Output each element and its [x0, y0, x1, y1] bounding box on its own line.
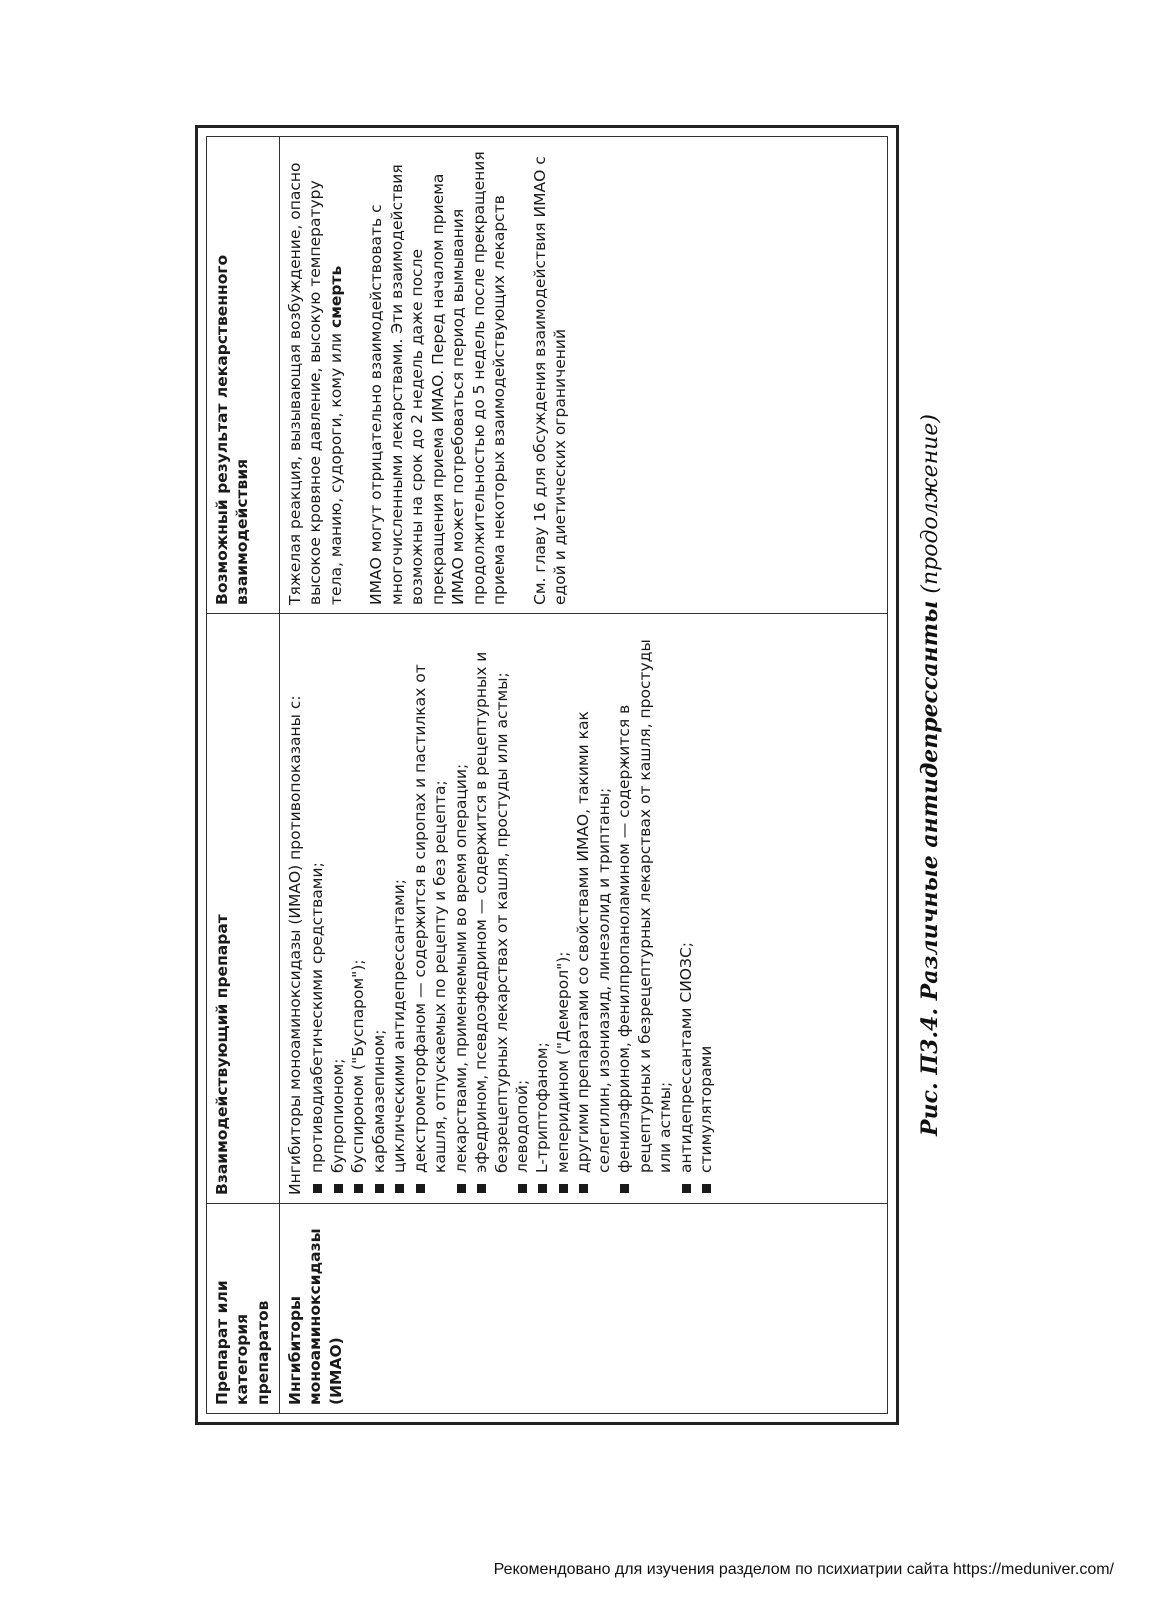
list-item: лекарствами, применяемыми во время операции;: [451, 622, 471, 1195]
list-item: L-триптофаном;: [532, 622, 552, 1195]
result-paragraph-washout: ИМАО могут отрицательно взаимодействовать с многочисленными лекарствами. Эти взаимодействия возможны на срок до 2 недель даже после прекращения приема ИМАО. Перед началом приема ИМАО может потребоваться период вымывания продолжительностью до 5 недель после прекращения приема некоторых взаимодействующих лекарств: [367, 151, 509, 605]
list-item: противодиабетическими средствами;: [307, 622, 327, 1195]
list-item: меперидином ("Демерол");: [553, 622, 573, 1195]
table-row: [280, 137, 888, 1414]
result-severe-text: Тяжелая реакция, вызывающая возбуждение, опасно высокое кровяное давление, высокую температуру тела, манию, судороги, кому или: [286, 162, 345, 605]
list-item: фенилэфрином, фенилпропаноламином — содержится в рецептурных и безрецептурных лекарствах от кашля, простуды или астмы;: [614, 622, 675, 1195]
caption-main: Рис. П3.4. Различные антидепрессанты: [917, 600, 943, 1136]
rotated-page-content: [195, 125, 955, 1425]
cell-interaction-result: [280, 137, 888, 614]
list-item: декстрометорфаном — содержится в сиропах и пастилках от кашля, отпускаемых по рецепту и без рецепта;: [410, 622, 451, 1195]
result-paragraph-severe: [285, 145, 346, 605]
interacting-list: [307, 622, 716, 1195]
list-item: буспироном ("Буспаром");: [348, 622, 368, 1195]
header-interaction-result: Возможный результат лекарственного взаимодействия: [207, 137, 280, 614]
header-drug-category: Препарат или категория препаратов: [207, 1204, 280, 1414]
list-item: циклическими антидепрессантами;: [389, 622, 409, 1195]
interacting-intro: Ингибиторы моноаминоксидазы (ИМАО) противопоказаны с:: [286, 695, 304, 1195]
drug-interaction-table: [206, 136, 888, 1414]
header-interacting-drug: Взаимодействующий препарат: [207, 614, 280, 1204]
table-frame: [195, 125, 899, 1425]
list-item: стимуляторами: [696, 622, 716, 1195]
result-paragraph-chapter-ref: См. главу 16 для обсуждения взаимодействия ИМАО с едой и диетических ограничений: [530, 156, 569, 605]
list-item: бупропионом;: [328, 622, 348, 1195]
list-item: антидепрессантами СИОЗС;: [676, 622, 696, 1195]
cell-category: Ингибиторы моноаминоксидазы (ИМАО): [280, 1204, 888, 1414]
cell-interacting-drugs: [280, 614, 888, 1204]
list-item: эфедрином, псевдоэфедрином — содержится в рецептурных и безрецептурных лекарствах от кашля, простуды или астмы;: [471, 622, 512, 1195]
list-item: другими препаратами со свойствами ИМАО, такими как селегилин, изониазид, линезолид и триптаны;: [573, 622, 614, 1195]
result-death-bold: смерть: [326, 265, 345, 328]
figure-caption: [917, 125, 943, 1425]
footer-recommendation: Рекомендовано для изучения разделом по психиатрии сайта https://meduniver.com/: [493, 1561, 1114, 1578]
table-header-row: [207, 137, 280, 1414]
list-item: леводопой;: [512, 622, 532, 1195]
list-item: карбамазепином;: [369, 622, 389, 1195]
caption-continuation: (продолжение): [918, 414, 943, 594]
